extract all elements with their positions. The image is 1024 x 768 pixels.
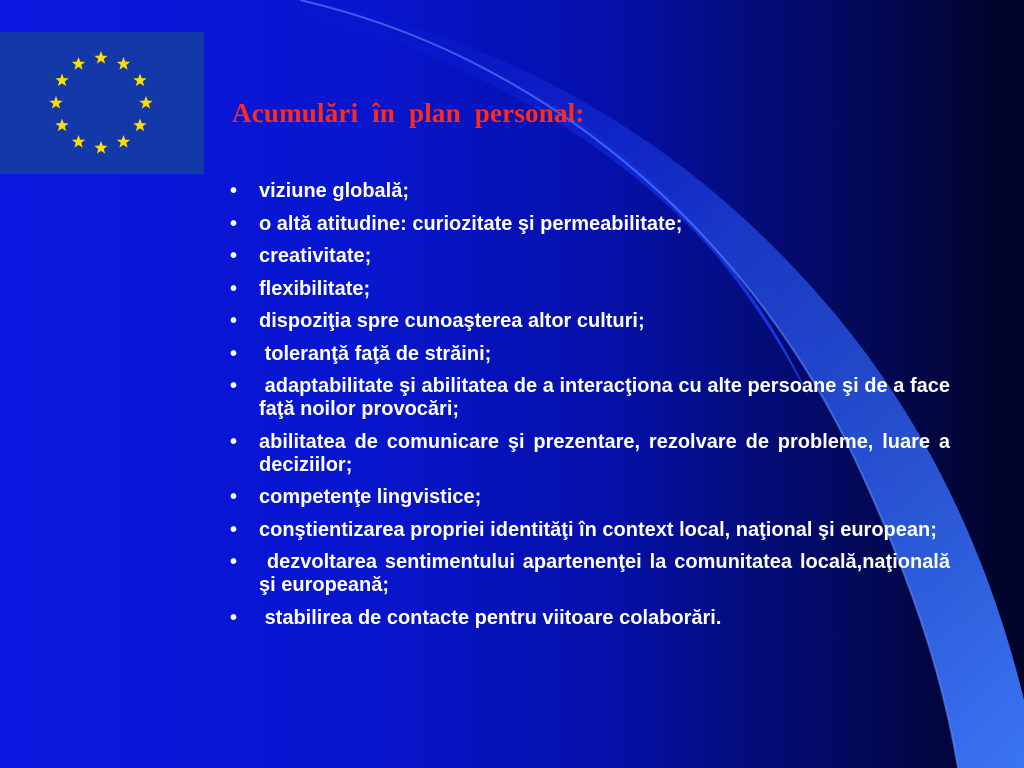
bullet-dot: • xyxy=(230,551,238,573)
list-item xyxy=(228,519,950,542)
list-item xyxy=(228,551,956,597)
bullet-text: dispoziţia spre cunoaşterea altor culturi; xyxy=(259,310,645,332)
list-item xyxy=(228,245,950,268)
flag-star-icon xyxy=(72,135,85,148)
flag-star-icon xyxy=(94,51,107,64)
bullet-dot: • xyxy=(230,606,238,629)
list-item xyxy=(228,180,950,203)
bullet-list xyxy=(228,180,956,639)
bullet-text: adaptabilitate şi abilitatea de a interacţiona cu alte persoane şi de a face faţă noilor provocări; xyxy=(259,375,956,420)
bullet-dot: • xyxy=(230,180,238,202)
bullet-dot: • xyxy=(230,310,238,332)
bullet-text: o altă atitudine: curiozitate şi permeabilitate; xyxy=(259,212,683,235)
flag-star-icon xyxy=(72,57,85,70)
bullet-text: creativitate; xyxy=(259,245,372,267)
bullet-text: flexibilitate; xyxy=(259,277,371,300)
eu-stars-icon xyxy=(0,32,204,174)
bullet-dot: • xyxy=(230,277,238,300)
flag-star-icon xyxy=(133,74,146,87)
bullet-text: viziune globală; xyxy=(259,180,410,202)
bullet-dot: • xyxy=(230,245,238,267)
list-item xyxy=(228,278,950,301)
bullet-dot: • xyxy=(230,375,238,397)
list-item xyxy=(228,213,950,236)
bullet-dot: • xyxy=(230,342,238,365)
bullet-dot: • xyxy=(230,212,238,235)
flag-star-icon xyxy=(94,141,107,154)
bullet-text: abilitatea de comunicare şi prezentare, rezolvare de probleme, luare a deciziilor; xyxy=(259,430,956,476)
list-item xyxy=(228,430,956,477)
slide-title: Acumulări în plan personal: xyxy=(232,98,585,128)
flag-star-icon xyxy=(117,135,130,148)
bullet-dot: • xyxy=(230,486,238,508)
flag-star-icon xyxy=(133,119,146,132)
list-item xyxy=(228,375,956,421)
flag-star-icon xyxy=(55,119,68,132)
bullet-dot: • xyxy=(230,518,238,541)
list-item xyxy=(228,310,950,333)
bullet-text: competenţe lingvistice; xyxy=(259,486,482,508)
list-item xyxy=(228,343,950,366)
bullet-text: conştientizarea propriei identităţi în context local, naţional şi european; xyxy=(259,518,937,541)
flag-star-icon xyxy=(139,96,152,109)
list-item xyxy=(228,486,950,509)
bullet-dot: • xyxy=(230,430,238,453)
bullet-text: toleranţă faţă de străini; xyxy=(259,342,492,365)
list-item xyxy=(228,607,950,630)
bullet-text: stabilirea de contacte pentru viitoare colaborări. xyxy=(259,606,722,629)
eu-flag-icon xyxy=(0,32,204,174)
flag-star-icon xyxy=(49,96,62,109)
flag-star-icon xyxy=(55,74,68,87)
flag-star-icon xyxy=(117,57,130,70)
bullet-text: dezvoltarea sentimentului apartenenţei la comunitatea locală,naţională şi europeană; xyxy=(259,551,956,596)
